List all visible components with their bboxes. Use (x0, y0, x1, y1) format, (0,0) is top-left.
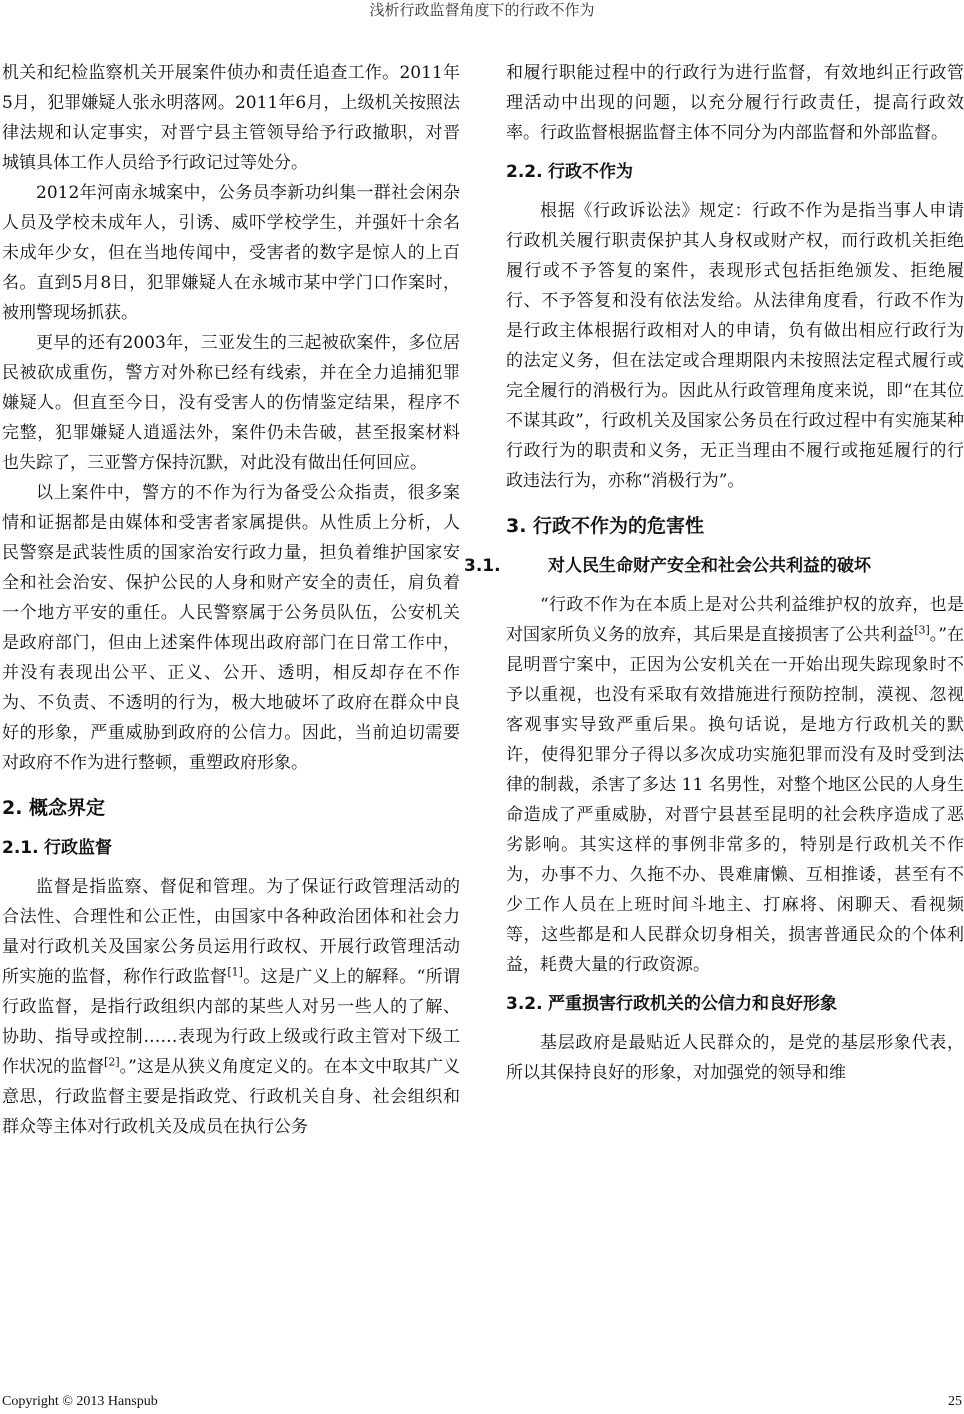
paragraph: 更早的还有2003年，三亚发生的三起被砍案件，多位居民被砍成重伤，警方对外称已经有线索，并在全力追捕犯罪嫌疑人。但直至今日，没有受害人的伤情鉴定结果，程序不完整，犯罪嫌疑人逍遥法外，案件仍未告破，甚至报案材料也失踪了，三亚警方保持沉默，对此没有做出任何回应。 (2, 333, 460, 473)
citation-ref: [3] (914, 623, 930, 637)
paragraph (2, 872, 460, 1142)
left-column (2, 58, 460, 1142)
heading-number: 2.2. (506, 162, 543, 182)
paragraph: 机关和纪检监察机关开展案件侦办和责任追查工作。2011年5月，犯罪嫌疑人张永明落网。2011年6月，上级机关按照法律法规和认定事实，对晋宁县主管领导给予行政撤职，对晋城镇具体工作人员给予行政记过等处分。 (2, 63, 460, 173)
paragraph: 基层政府是最贴近人民群众的，是党的基层形象代表，所以其保持良好的形象，对加强党的领导和维 (506, 1033, 964, 1083)
paragraph: 以上案件中，警方的不作为行为备受公众指责，很多案情和证据都是由媒体和受害者家属提供。从性质上分析，人民警察是武装性质的国家治安行政力量，担负着维护国家安全和社会治安、保护公民的人身和财产安全的责任，肩负着一个地方平安的重任。人民警察属于公务员队伍，公安机关是政府部门，但由上述案件体现出政府部门在日常工作中，并没有表现出公平、正义、公开、透明，相反却存在不作为、不负责、不透明的行为，极大地破坏了政府在群众中良好的形象，严重威胁到政府的公信力。因此，当前迫切需要对政府不作为进行整顿，重塑政府形象。 (2, 483, 460, 773)
heading-number: 3.1. (464, 556, 501, 576)
heading-text: 严重损害行政机关的公信力和良好形象 (548, 994, 837, 1014)
section-heading-2: 2. 概念界定 (2, 797, 106, 819)
text-run: 。”这是从狭义角度定义的。在本文中取其广义意思，行政监督主要是指政党、行政机关自身、社会组织和群众等主体对行政机关及成员在执行公务 (2, 1057, 460, 1137)
page-number: 25 (948, 1394, 962, 1409)
text-run: 。”在昆明晋宁案中，正因为公安机关在一开始出现失踪现象时不予以重视，也没有采取有效措施进行预防控制，漠视、忽视客观事实导致严重后果。换句话说，是地方行政机关的默许，使得犯罪分子得以多次成功实施犯罪而没有及时受到法律的制裁，杀害了多达 11 名男性，对整个地区公民的人身生命造成了严重威胁，对晋宁县甚至昆明的社会秩序造成了恶劣影响。其实这样的事例非常多的，特别是行政机关不作为，办事不力、久拖不办、畏难庸懒、互相推诿，甚至有不少工作人员在上班时间斗地主、打麻将、闲聊天、看视频等，这些都是和人民群众切身相关，损害普通民众的个体利益，耗费大量的行政资源。 (506, 625, 964, 975)
heading-number: 3.2. (506, 994, 543, 1014)
copyright: Copyright © 2013 Hanspub (2, 1394, 158, 1409)
subsection-heading-3-2 (506, 990, 964, 1018)
subsection-heading-3-1 (464, 552, 964, 580)
heading-number: 2.1. (2, 838, 39, 858)
section-heading-3: 3. 行政不作为的危害性 (506, 515, 705, 537)
paragraph: 2012年河南永城案中，公务员李新功纠集一群社会闲杂人员及学校未成年人，引诱、威吓学校学生，并强奸十余名未成年少女，但在当地传闻中，受害者的数字是惊人的上百名。直到5月8日，犯罪嫌疑人在永城市某中学门口作案时，被刑警现场抓获。 (2, 183, 460, 323)
text-run: 监督是指监察、督促和管理。为了保证行政管理活动的合法性、合理性和公正性，由国家中各种政治团体和社会力量对行政机关及国家公务员运用行政权、开展行政管理活动所实施的监督，称作行政监督 (2, 877, 460, 987)
paragraph (506, 590, 964, 980)
running-header: 浅析行政监督角度下的行政不作为 (369, 1, 595, 19)
citation-ref: [1] (227, 965, 243, 979)
heading-text: 行政不作为 (548, 162, 633, 182)
heading-text: 对人民生命财产安全和社会公共利益的破坏 (548, 556, 871, 576)
text-run: 。这是广义上的解释。“所谓行政监督，是指行政组织内部的某些人对另一些人的了解、协助、指导或控制……表现为行政上级或行政主管对下级工作状况的监督 (2, 967, 460, 1077)
right-column (464, 58, 964, 1088)
paragraph: 根据《行政诉讼法》规定：行政不作为是指当事人申请行政机关履行职责保护其人身权或财产权，而行政机关拒绝履行或不予答复的案件，表现形式包括拒绝颁发、拒绝履行、不予答复和没有依法发给。从法律角度看，行政不作为是行政主体根据行政相对人的申请，负有做出相应行政行为的法定义务，但在法定或合理期限内未按照法定程式履行或完全履行的消极行为。因此从行政管理角度来说，即“在其位不谋其政”，行政机关及国家公务员在行政过程中有实施某种行政行为的职责和义务，无正当理由不履行或拖延履行的行政违法行为，亦称“消极行为”。 (506, 201, 964, 491)
citation-ref: [2] (104, 1055, 120, 1069)
paragraph: 和履行职能过程中的行政行为进行监督，有效地纠正行政管理活动中出现的问题，以充分履行行政责任，提高行政效率。行政监督根据监督主体不同分为内部监督和外部监督。 (506, 63, 964, 143)
text-run: “行政不作为在本质上是对公共利益维护权的放弃，也是对国家所负义务的放弃，其后果是直接损害了公共利益 (506, 595, 964, 645)
subsection-heading-2-1 (2, 834, 460, 862)
subsection-heading-2-2 (506, 158, 964, 186)
heading-text: 行政监督 (44, 838, 112, 858)
page-footer (2, 1393, 962, 1411)
